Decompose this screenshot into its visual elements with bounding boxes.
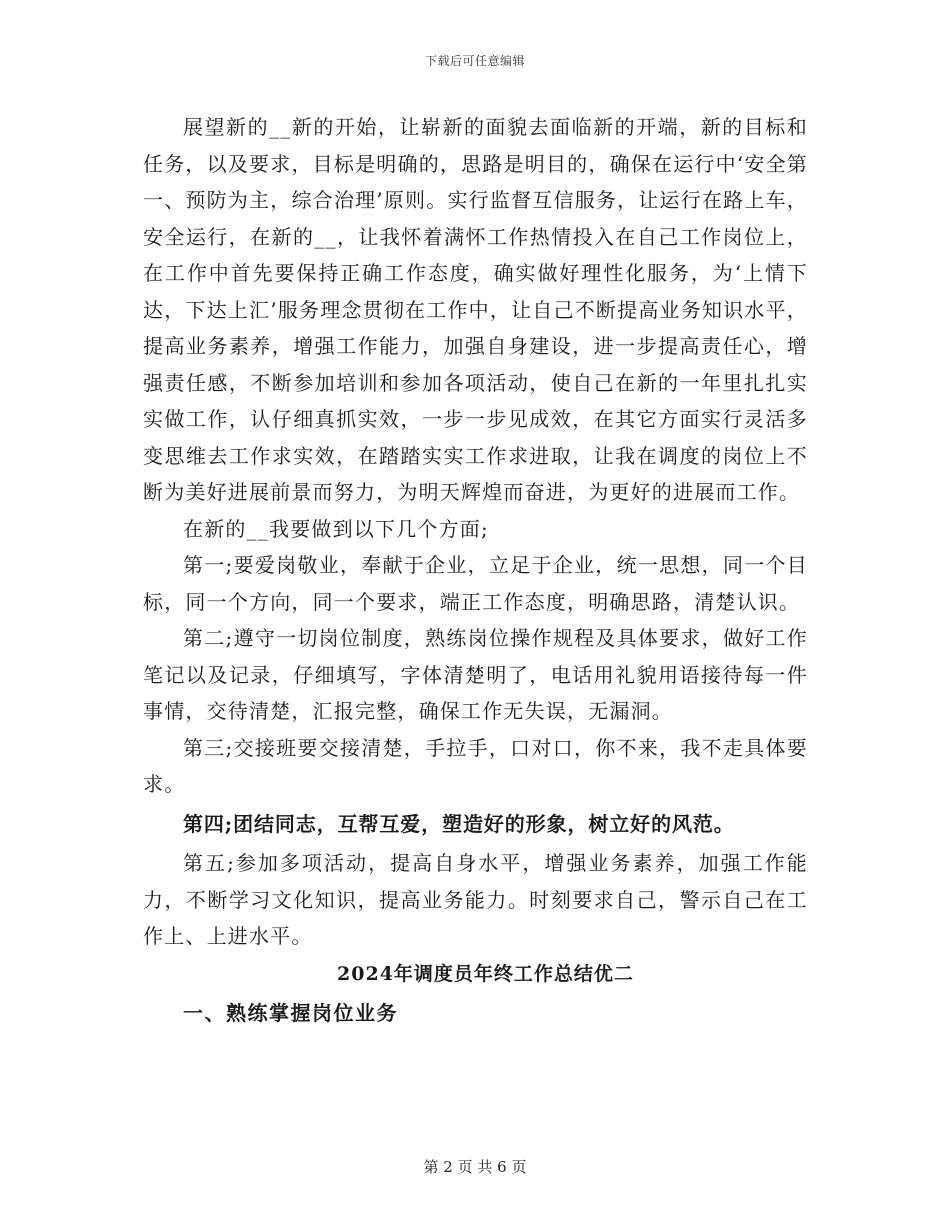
page-indicator: 第 2 页 共 6 页 [423,1158,527,1176]
paragraph-outlook: 展望新的__新的开始，让崭新的面貌去面临新的开端，新的目标和任务，以及要求，目标是明确的，思路是明目的，确保在运行中‘安全第一、预防为主，综合治理’原则。实行监督互信服务，让运行在路上车，安全运行，在新的__，让我怀着满怀工作热情投入在自己工作岗位上，在工作中首先要保持正确工作态度，确实做好理性化服务，为‘上情下达，下达上汇’服务理念贯彻在工作中，让自己不断提高业务知识水平，提高业务素养，增强工作能力，加强自身建设，进一步提高责任心，增强责任感，不断参加培训和参加各项活动，使自己在新的一年里扎扎实实做工作，认仔细真抓实效，一步一步见成效，在其它方面实行灵活多变思维去工作求实效，在踏踏实实工作求进取，让我在调度的岗位上不断为美好进展前景而努力，为明天辉煌而奋进，为更好的进展而工作。 [143,115,808,504]
subsection-title: 一、熟练掌握岗位业务 [183,1000,398,1025]
page-header-note: 下载后可任意编辑 [424,54,525,68]
paragraph-point-3: 第三;交接班要交接清楚，手拉手，口对口，你不来，我不走具体要求。 [143,735,808,796]
paragraph-intro-list: 在新的__我要做到以下几个方面; [183,516,489,541]
paragraph-point-2: 第二;遵守一切岗位制度，熟练岗位操作规程及具体要求，做好工作笔记以及记录，仔细填写，字体清楚明了，电话用礼貌用语接待每一件事情，交待清楚，汇报完整，确保工作无失误，无漏洞。 [143,626,808,723]
paragraph-point-1: 第一;要爱岗敬业，奉献于企业，立足于企业，统一思想，同一个目标，同一个方向，同一个要求，端正工作态度，明确思路，清楚认识。 [143,553,808,614]
section-title: 2024年调度员年终工作总结优二 [337,962,634,985]
document-body [143,109,808,1033]
paragraph-point-4: 第四;团结同志，互帮互爱，塑造好的形象，树立好的风范。 [183,811,735,836]
paragraph-point-5: 第五;参加多项活动，提高自身水平，增强业务素养，加强工作能力，不断学习文化知识，提高业务能力。时刻要求自己，警示自己在工作上、上进水平。 [143,851,808,948]
